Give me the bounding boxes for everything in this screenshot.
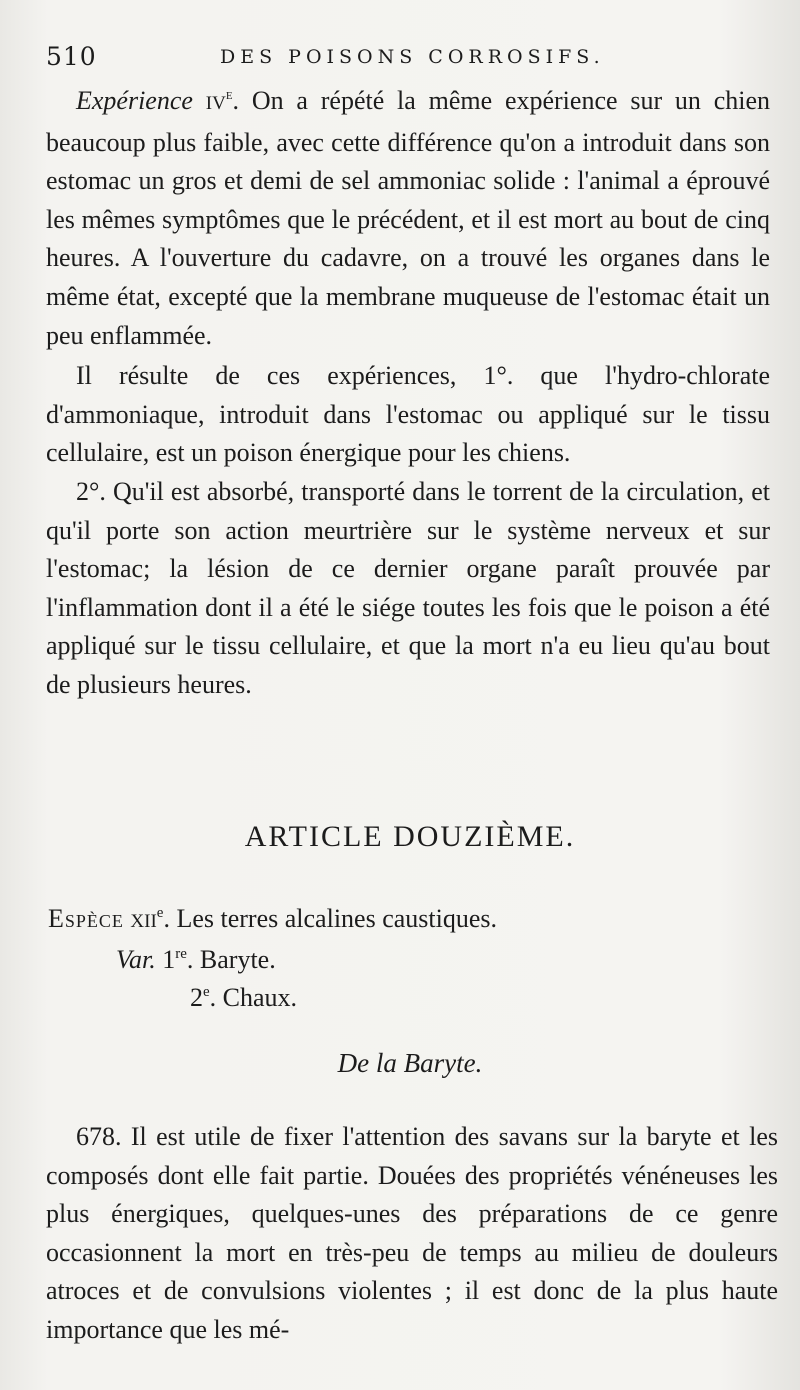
species-block bbox=[48, 900, 778, 1017]
paragraph-number: 678. bbox=[76, 1122, 122, 1151]
species-label: Espèce bbox=[48, 904, 124, 933]
species-title: . Les terres alcalines caustiques. bbox=[163, 904, 497, 933]
experience-number bbox=[206, 86, 233, 115]
article-title: ARTICLE DOUZIÈME. bbox=[244, 820, 576, 853]
variety-1 bbox=[48, 941, 778, 979]
variety-1-name: . Baryte. bbox=[186, 945, 276, 974]
body-text-2 bbox=[46, 1118, 778, 1350]
paragraph-678 bbox=[46, 1118, 778, 1350]
paragraph-conclusion-2: 2°. Qu'il est absorbé, transporté dans le torrent de la circulation, et qu'il porte son action meurtrière sur le système nerveux et sur l'estomac; la lésion de ce dernier organe paraît prouvée par l'inflammation dont il a été le siége toutes les fois que le poison a été appliqué sur le tissu cellulaire, et que la mort n'a eu lieu qu'au bout de plusieurs heures. bbox=[46, 476, 770, 699]
species-line bbox=[48, 900, 778, 941]
variety-2 bbox=[48, 979, 778, 1017]
paragraph-conclusion-1: Il résulte de ces expériences, 1°. que l'hydro-chlorate d'ammoniaque, introduit dans l'estomac ou appliqué sur le tissu cellulaire, est un poison énergique pour les chiens. bbox=[46, 361, 770, 468]
variety-label: Var. bbox=[116, 945, 156, 974]
experience-label: Expérience bbox=[76, 86, 193, 115]
species-number: XII bbox=[130, 911, 157, 932]
experience-sup: e bbox=[225, 87, 233, 103]
variety-1-number: 1 bbox=[162, 945, 176, 974]
species-number-sup: e bbox=[156, 905, 164, 921]
variety-1-sup: re bbox=[175, 946, 187, 962]
page-header bbox=[46, 40, 786, 80]
experience-text: . On a répété la même expérience sur un chien beaucoup plus faible, avec cette différence qu'on a introduit dans son estomac un gros et demi de sel ammoniac solide : l'animal a éprouvé les mêmes symptômes que le précédent, et il est mort au bout de cinq heures. A l'ouverture du cadavre, on a trouvé les organes dans le même état, excepté que la membrane muqueuse de l'estomac était un peu enflammée. bbox=[46, 86, 771, 350]
body-text bbox=[46, 82, 770, 705]
paragraph-678-text: Il est utile de fixer l'attention des savans sur la baryte et les composés dont elle fait partie. Douées des propriétés vénéneuses les plus énergiques, quelques-unes des préparations de ce genre occasionnent la mort en très-peu de temps au milieu de douleurs atroces et de convulsions violentes ; il est donc de la plus haute importance que les mé- bbox=[46, 1122, 778, 1344]
paragraph-experience bbox=[46, 82, 770, 355]
experience-roman: IV bbox=[205, 93, 226, 114]
running-head: DES POISONS CORROSIFS. bbox=[220, 46, 605, 68]
section-title: De la Baryte. bbox=[337, 1048, 483, 1078]
variety-2-sup: e bbox=[203, 984, 210, 1000]
variety-2-number: 2 bbox=[190, 983, 203, 1012]
variety-2-name: . Chaux. bbox=[209, 983, 298, 1012]
page-number: 510 bbox=[46, 42, 97, 71]
